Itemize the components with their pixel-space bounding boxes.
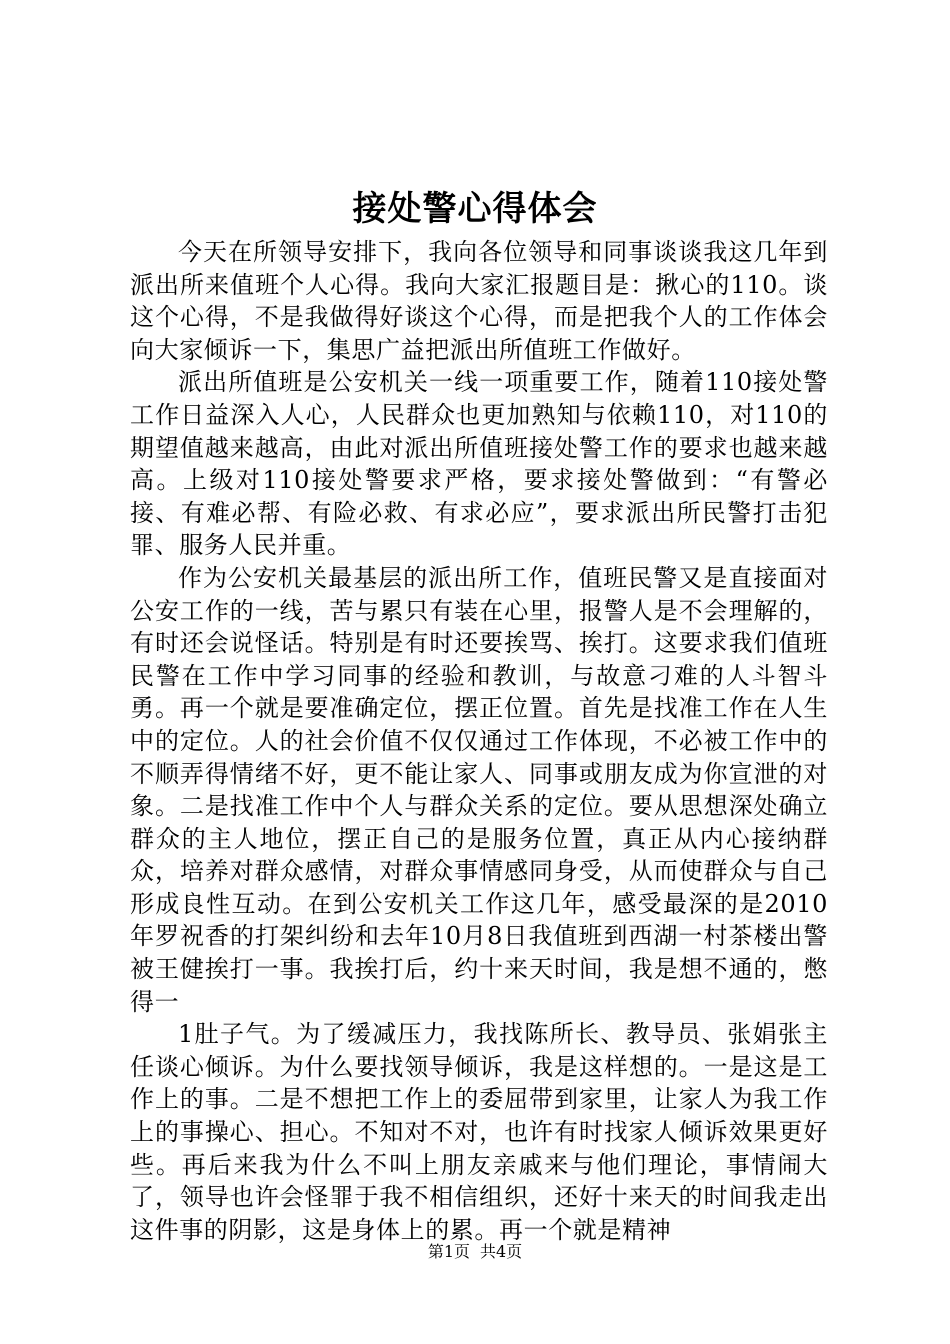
paragraph: 1肚子气。为了缓减压力，我找陈所长、教导员、张娟张主任谈心倾诉。为什么要找领导倾诉，我是这样想的。一是这是工作上的事。二是不想把工作上的委屈带到家里，让家人为我工作上的事操心、担心。不知对不对，也许有时找家人倾诉效果更好些。再后来我为什么不叫上朋友亲戚来与他们理论，事情闹大了，领导也许会怪罪于我不相信组织，还好十来天的时间我走出这件事的阴影，这是身体上的累。再一个就是精神: [130, 1020, 828, 1244]
page-total: 共4页: [480, 1242, 523, 1261]
paragraph: 派出所值班是公安机关一线一项重要工作，随着110接处警工作日益深入人心，人民群众也更加熟知与依赖110，对110的期望值越来越高，由此对派出所值班接处警工作的要求也越来越高。上级对110接处警要求严格，要求接处警做到：“有警必接、有难必帮、有险必救、有求必应”，要求派出所民警打击犯罪、服务人民并重。: [130, 368, 828, 560]
page-footer: [0, 1240, 950, 1264]
document-title: 接处警心得体会: [352, 189, 598, 229]
paragraph: 作为公安机关最基层的派出所工作，值班民警又是直接面对公安工作的一线，苦与累只有装在心里，报警人是不会理解的，有时还会说怪话。特别是有时还要挨骂、挨打。这要求我们值班民警在工作中学习同事的经验和教训，与故意刁难的人斗智斗勇。再一个就是要准确定位，摆正位置。首先是找准工作在人生中的定位。人的社会价值不仅仅通过工作体现，不必被工作中的不顺弄得情绪不好，更不能让家人、同事或朋友成为你宣泄的对象。二是找准工作中个人与群众关系的定位。要从思想深处确立群众的主人地位，摆正自己的是服务位置，真正从内心接纳群众，培养对群众感情，对群众事情感同身受，从而使群众与自己形成良性互动。在到公安机关工作这几年，感受最深的是2010年罗祝香的打架纠纷和去年10月8日我值班到西湖一村茶楼出警被王健挨打一事。我挨打后，约十来天时间，我是想不通的，憋得一: [130, 563, 828, 1016]
document-body: [130, 236, 828, 1246]
page-number: 第1页: [427, 1242, 470, 1261]
paragraph: 今天在所领导安排下，我向各位领导和同事谈谈我这几年到派出所来值班个人心得。我向大家汇报题目是：揪心的110。谈这个心得，不是我做得好谈这个心得，而是把我个人的工作体会向大家倾诉一下，集思广益把派出所值班工作做好。: [130, 238, 828, 364]
